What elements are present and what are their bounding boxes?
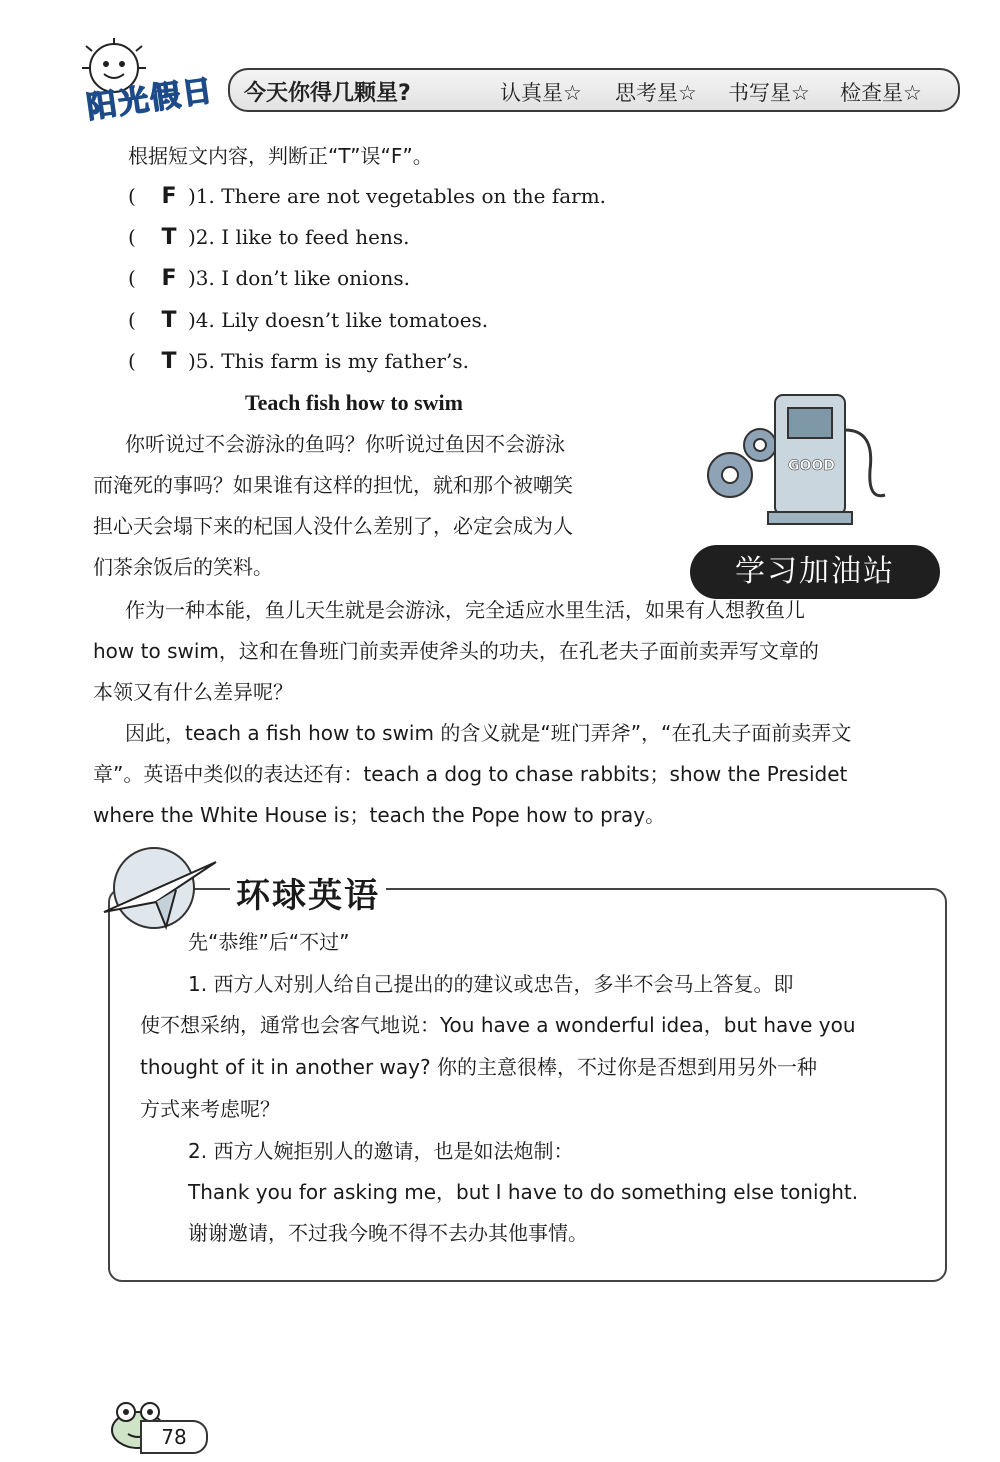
text-line: 而淹死的事吗？如果谁有这样的担忧，就和那个被嘲笑 — [93, 473, 573, 497]
text-line: how to swim，这和在鲁班门前卖弄使斧头的功夫，在孔老夫子面前卖弄写文章的 — [93, 639, 819, 663]
article-paragraph-3-cont — [93, 754, 938, 836]
article-paragraph-3 — [125, 713, 940, 754]
box-line-3: 使不想采纳，通常也会客气地说：You have a wonderful idea，but have you — [140, 1013, 856, 1037]
box-line-5: 方式来考虑呢？ — [140, 1097, 280, 1121]
text-line: 因此，teach a fish how to swim 的含义就是“班门弄斧”，“在孔夫子面前卖弄文 — [125, 721, 852, 745]
page-number: 78 — [140, 1420, 208, 1454]
judge-item-4: ( T )4. Lily doesn’t like tomatoes. — [128, 308, 489, 333]
article-paragraph-2 — [125, 590, 940, 631]
star-writing: 书写星☆ — [728, 81, 810, 105]
header-star-bar — [228, 68, 960, 112]
article-paragraph-1 — [125, 424, 710, 465]
paper-plane-icon — [96, 842, 226, 932]
judge-answer: F — [161, 266, 177, 291]
box-line-7: Thank you for asking me，but I have to do something else tonight. — [188, 1180, 859, 1204]
judge-text: )1. There are not vegetables on the farm. — [188, 184, 607, 208]
global-english-title: 环球英语 — [230, 868, 386, 917]
judge-text: )2. I like to feed hens. — [188, 225, 410, 249]
fuel-pump-gear-icon — [700, 390, 900, 530]
judge-item-3: ( F )3. I don’t like onions. — [128, 266, 410, 291]
pump-label: GOOD — [788, 458, 835, 474]
star-checking: 检查星☆ — [840, 81, 922, 105]
judge-text: )4. Lily doesn’t like tomatoes. — [188, 308, 489, 332]
header-question: 今天你得几颗星? — [244, 81, 411, 106]
box-line-1: 先“恭维”后“不过” — [188, 930, 350, 954]
judge-text: )3. I don’t like onions. — [188, 266, 410, 290]
judge-answer: F — [161, 184, 177, 209]
judge-answer: T — [161, 349, 177, 374]
box-line-6: 2. 西方人婉拒别人的邀请，也是如法炮制： — [188, 1139, 574, 1163]
judge-answer: T — [161, 308, 177, 333]
text-line: 作为一种本能，鱼儿天生就是会游泳，完全适应水里生活，如果有人想教鱼儿 — [125, 598, 805, 622]
star-thinking: 思考星☆ — [615, 81, 697, 105]
article-paragraph-1-cont — [93, 465, 678, 588]
text-line: 你听说过不会游泳的鱼吗？你听说过鱼因不会游泳 — [125, 432, 565, 456]
text-line: 担心天会塌下来的杞国人没什么差别了，必定会成为人 — [93, 514, 573, 538]
judge-instruction: 根据短文内容，判断正“T”误“F”。 — [128, 144, 433, 168]
judge-text: )5. This farm is my father’s. — [188, 349, 469, 373]
article-title: Teach fish how to swim — [245, 390, 463, 415]
text-line: 们茶余饭后的笑料。 — [93, 555, 273, 579]
judge-answer: T — [161, 225, 177, 250]
judge-item-5: ( T )5. This farm is my father’s. — [128, 349, 469, 374]
text-line: where the White House is；teach the Pope how to pray。 — [93, 803, 666, 827]
text-line: 本领又有什么差异呢？ — [93, 680, 293, 704]
article-paragraph-2-cont — [93, 631, 938, 713]
judge-item-2: ( T )2. I like to feed hens. — [128, 225, 410, 250]
text-line: 章”。英语中类似的表达还有：teach a dog to chase rabbits；show the Presidet — [93, 762, 848, 786]
box-line-4: thought of it in another way? 你的主意很棒，不过你是否想到用另外一种 — [140, 1055, 817, 1079]
box-line-8: 谢谢邀请，不过我今晚不得不去办其他事情。 — [188, 1221, 588, 1245]
judge-item-1: ( F )1. There are not vegetables on the farm. — [128, 184, 607, 209]
study-station-badge: 学习加油站 — [690, 545, 940, 599]
logo-text: 阳光假日 — [84, 73, 217, 126]
star-serious: 认真星☆ — [500, 81, 582, 105]
box-line-2: 1. 西方人对别人给自己提出的的建议或忠告，多半不会马上答复。即 — [188, 972, 794, 996]
